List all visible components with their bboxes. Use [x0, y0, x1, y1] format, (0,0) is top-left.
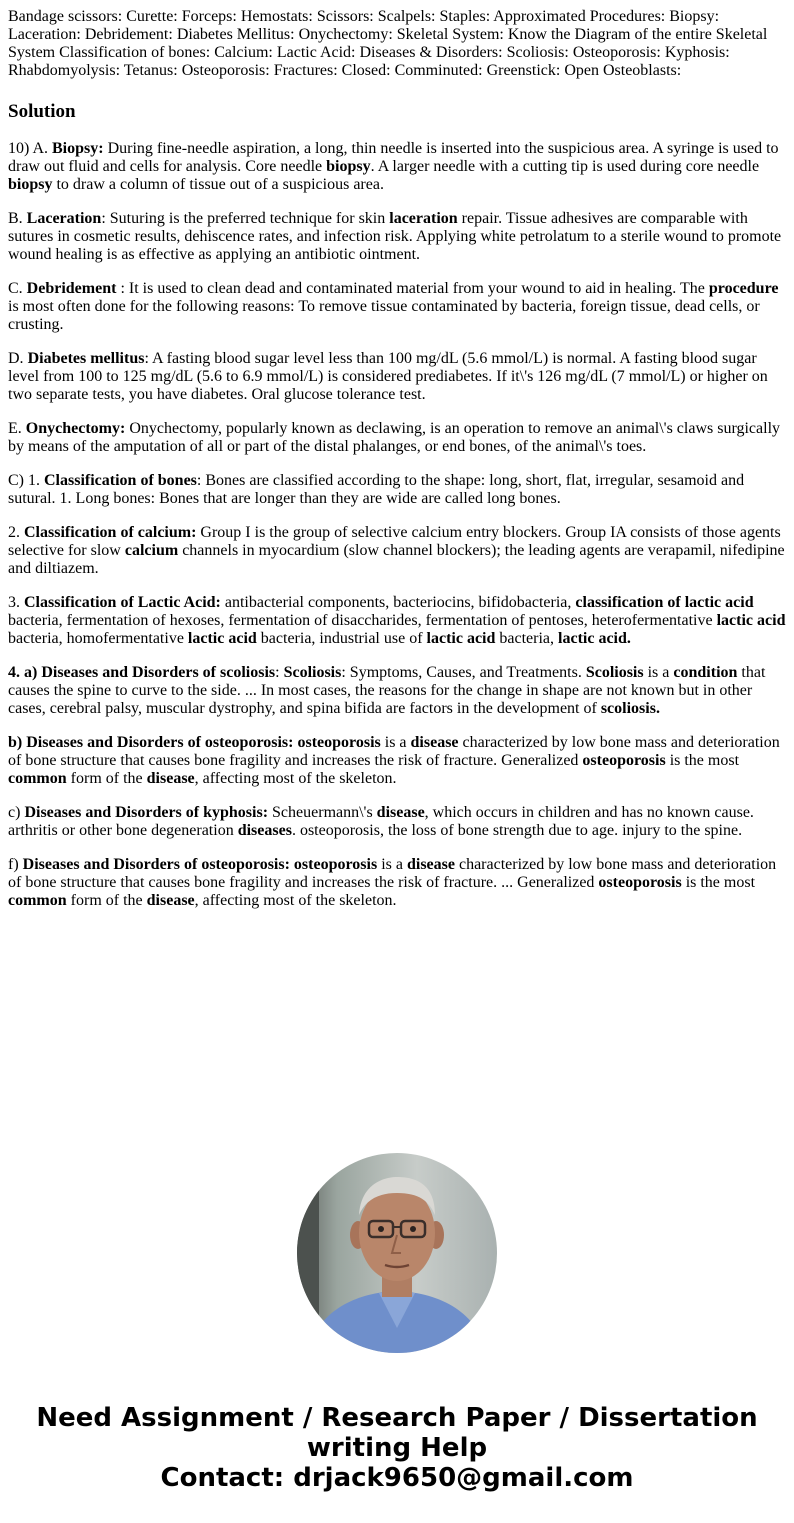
bold-term: biopsy [326, 158, 371, 175]
text-run: . osteoporosis, the loss of bone strength due to age. injury to the spine. [291, 822, 743, 839]
solution-paragraph [8, 140, 786, 194]
text-run: is the most [681, 874, 756, 891]
bold-term: disease [146, 892, 195, 909]
solution-paragraph [8, 594, 786, 648]
bold-term: biopsy [8, 176, 53, 193]
bold-term: osteoporosis [582, 752, 666, 769]
text-run: repair. Tissue adhesives are comparable with sutures in cosmetic results, dehiscence rates, and infection risk. Applying white petrolatum to a sterile wound to promote wound healing is as effective as applying an antibiotic ointment. [8, 210, 782, 263]
solution-heading: Solution [8, 101, 76, 122]
bold-term: laceration [389, 210, 458, 227]
text-run: 10) A. [8, 140, 52, 157]
text-run: : It is used to clean dead and contaminated material from your wound to aid in healing. The [116, 280, 709, 297]
text-run: B. [8, 210, 27, 227]
text-run: : Bones are classified according to the shape: long, short, flat, irregular, sesamoid and sutural. 1. Long bones: Bones that are longer than they are wide are called long bones. [8, 472, 745, 507]
text-run: to draw a column of tissue out of a suspicious area. [52, 176, 384, 193]
text-run: Group I is the group of selective calcium entry blockers. Group IA consists of those agents selective for slow [8, 524, 781, 559]
bold-term: lactic acid. [558, 630, 631, 647]
text-run: : Suturing is the preferred technique for skin [101, 210, 390, 227]
text-run: , which occurs in children and has no known cause. arthritis or other bone degeneration [8, 804, 754, 839]
author-photo [297, 1153, 497, 1353]
text-run: is a [380, 734, 411, 751]
text-run: antibacterial components, bacteriocins, bifidobacteria, [220, 594, 576, 611]
text-run: bacteria, industrial use of [256, 630, 427, 647]
solution-paragraph [8, 420, 786, 456]
text-run: is most often done for the following reasons: To remove tissue contaminated by bacteria, foreign tissue, dead cells, or crusting. [8, 298, 760, 333]
bold-term: osteoporosis [598, 874, 682, 891]
solution-paragraph [8, 350, 786, 404]
solution-paragraph [8, 856, 786, 910]
bold-term: lactic acid [426, 630, 496, 647]
contact-banner [0, 1403, 794, 1493]
bold-term: Laceration [26, 210, 102, 227]
bold-term: classification of lactic acid [575, 594, 754, 611]
solution-paragraph [8, 804, 786, 840]
text-run: form of the [66, 770, 147, 787]
text-run: Scheuermann\'s [268, 804, 377, 821]
solution-paragraph [8, 734, 786, 788]
text-run: form of the [66, 892, 147, 909]
bold-term: Classification of bones [44, 472, 197, 489]
bold-term: b) Diseases and Disorders of osteoporosis: osteoporosis [8, 734, 381, 751]
intro-text: Bandage scissors: Curette: Forceps: Hemostats: Scissors: Scalpels: Staples: Approximated Procedures: Biopsy: Laceration: Debridement: Diabetes Mellitus: Onychectomy: Skeletal System: Know the Diagram of the entire Skeletal System Classification of bones: Calcium: Lactic Acid: Diseases & Disorders: Scoliosis: Osteoporosis: Kyphosis: Rhabdomyolysis: Tetanus: Osteoporosis: Fractures: Closed: Comminuted: Greenstick: Open Osteoblasts: [8, 8, 768, 79]
bold-term: Classification of Lactic Acid: [24, 594, 221, 611]
bold-term: disease [410, 734, 459, 751]
solution-paragraph [8, 280, 786, 334]
bold-term: calcium [124, 542, 179, 559]
text-run: During fine-needle aspiration, a long, thin needle is inserted into the suspicious area. A syringe is used to draw out fluid and cells for analysis. Core needle [8, 140, 779, 175]
bold-term: scoliosis. [600, 700, 660, 717]
bold-term: disease [376, 804, 425, 821]
text-run: 2. [8, 524, 24, 541]
text-run: : [275, 664, 284, 681]
bold-term: Diabetes mellitus [27, 350, 145, 367]
solution-paragraph [8, 524, 786, 578]
text-run: C) 1. [8, 472, 44, 489]
text-run: bacteria, [495, 630, 559, 647]
text-run: D. [8, 350, 28, 367]
bold-term: Classification of calcium: [24, 524, 197, 541]
text-run: . A larger needle with a cutting tip is used during core needle [370, 158, 760, 175]
bold-term: disease [406, 856, 455, 873]
footer-line-1: Need Assignment / Research Paper / Dissertation [36, 1403, 758, 1433]
text-run: is a [377, 856, 407, 873]
footer-contact: Contact: drjack9650@gmail.com [160, 1463, 634, 1493]
bold-term: Diseases and Disorders of kyphosis: [24, 804, 269, 821]
text-run: bacteria, fermentation of hexoses, fermentation of disaccharides, fermentation of pentoses, heterofermentative [8, 612, 717, 629]
solution-paragraph [8, 210, 786, 264]
text-run: C. [8, 280, 27, 297]
solution-paragraphs [8, 140, 786, 910]
text-run: E. [8, 420, 26, 437]
bold-term: common [8, 892, 67, 909]
solution-paragraph [8, 472, 786, 508]
text-run: , affecting most of the skeleton. [194, 892, 397, 909]
bold-term: procedure [708, 280, 779, 297]
bold-term: Scoliosis [585, 664, 644, 681]
text-run: is a [643, 664, 674, 681]
bold-term: lactic acid [716, 612, 786, 629]
footer-line-2: writing Help [306, 1433, 488, 1463]
text-run: , affecting most of the skeleton. [194, 770, 397, 787]
text-run: : A fasting blood sugar level less than 100 mg/dL (5.6 mmol/L) is normal. A fasting blood sugar level from 100 to 125 mg/dL (5.6 to 6.9 mmol/L) is considered prediabetes. If it\'s 126 mg/dL (7 mmol/L) or higher on two separate tests, you have diabetes. Oral glucose tolerance test. [8, 350, 768, 403]
text-run: f) [8, 856, 23, 873]
text-run: channels in myocardium (slow channel blockers); the leading agents are verapamil, nifedipine and diltiazem. [8, 542, 785, 577]
bold-term: Diseases and Disorders of osteoporosis: osteoporosis [22, 856, 378, 873]
bold-term: Onychectomy: [25, 420, 126, 437]
text-run: bacteria, homofermentative [8, 630, 188, 647]
text-run: : Symptoms, Causes, and Treatments. [341, 664, 586, 681]
bold-term: Scoliosis [283, 664, 342, 681]
bold-term: condition [673, 664, 738, 681]
bold-term: common [8, 770, 67, 787]
bold-term: lactic acid [187, 630, 257, 647]
text-run: is the most [665, 752, 740, 769]
solution-paragraph [8, 664, 786, 718]
text-run: characterized by low bone mass and deterioration of bone structure that causes bone fragility and increases the risk of fracture. ... Generalized [8, 856, 777, 891]
text-run: characterized by low bone mass and deterioration of bone structure that causes bone fragility and increases the risk of fracture. Generalized [8, 734, 780, 769]
text-run: that causes the spine to curve to the side. ... In most cases, the reasons for the change in shape are not known but in other cases, cerebral palsy, muscular dystrophy, and spina bifida are factors in the development of [8, 664, 766, 717]
text-run: 3. [8, 594, 24, 611]
bold-term: Biopsy: [52, 140, 104, 157]
author-avatar [297, 1153, 497, 1353]
text-run: Onychectomy, popularly known as declawing, is an operation to remove an animal\'s claws surgically by means of the amputation of all or part of the distal phalanges, or end bones, of the animal\'s toes. [8, 420, 781, 455]
bold-term: disease [146, 770, 195, 787]
bold-term: 4. a) Diseases and Disorders of scoliosis [8, 664, 276, 681]
text-run: c) [8, 804, 25, 821]
bold-term: Debridement [26, 280, 117, 297]
bold-term: diseases [237, 822, 292, 839]
